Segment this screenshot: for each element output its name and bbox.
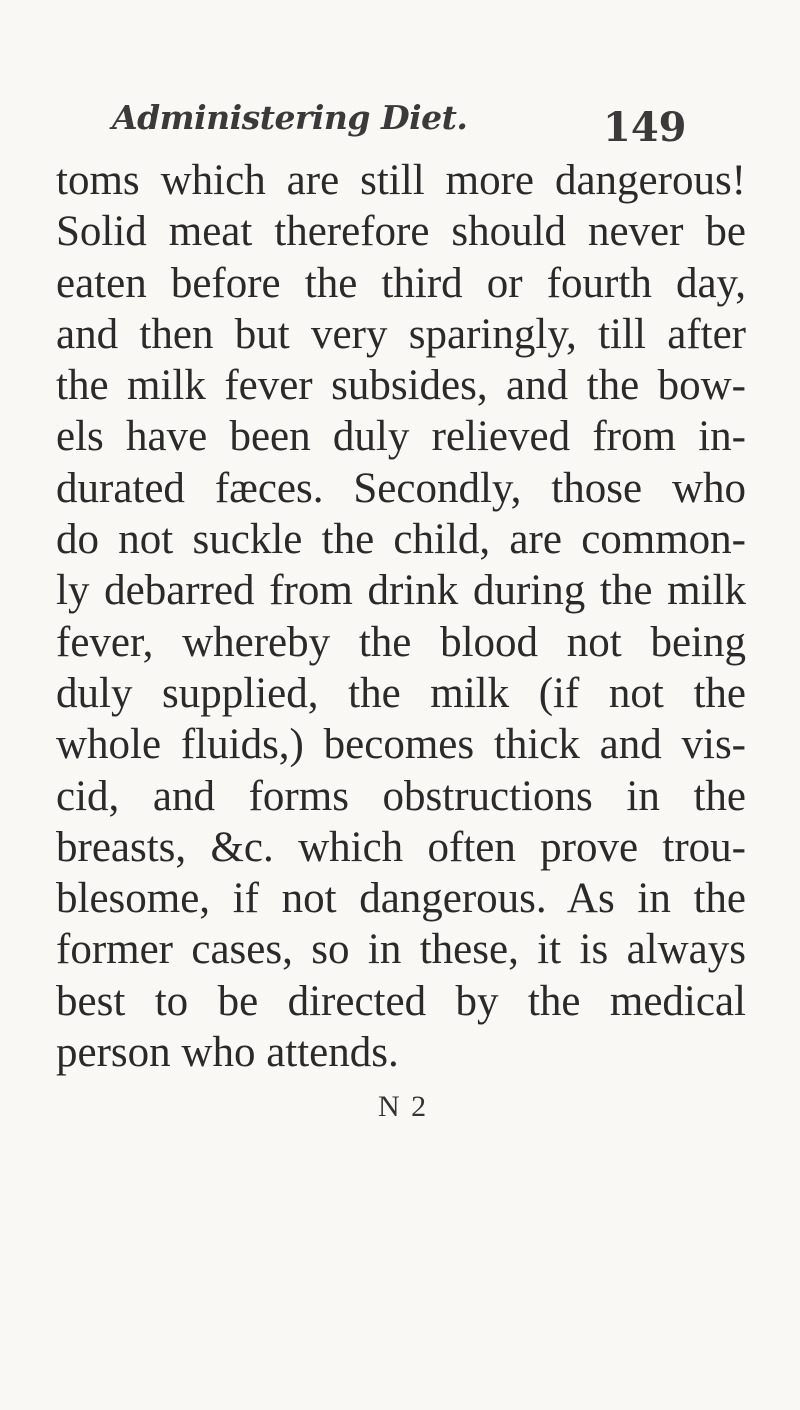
text-line: former cases, so in these, it is always: [56, 926, 746, 974]
text-line: els have been duly relieved from in-: [56, 413, 746, 461]
text-line: ly debarred from drink during the milk: [56, 567, 746, 615]
text-line: best to be directed by the medical: [56, 977, 746, 1025]
signature-mark: N 2: [378, 1090, 429, 1123]
text-line: breasts, &c. which often prove trou-: [56, 823, 746, 871]
text-line: do not suckle the child, are common-: [56, 516, 746, 564]
running-title: Administering Diet.: [112, 98, 468, 137]
text-line: Solid meat therefore should never be: [56, 208, 746, 256]
text-line: toms which are still more dangerous!: [56, 157, 746, 204]
text-line: cid, and forms obstructions in the: [56, 772, 746, 820]
text-line: person who attends.: [56, 1029, 399, 1077]
text-line: and then but very sparingly, till after: [56, 310, 746, 358]
text-line: whole fluids,) becomes thick and vis-: [56, 721, 746, 769]
text-line: blesome, if not dangerous. As in the: [56, 875, 746, 923]
running-head: [0, 92, 800, 162]
text-line: duly supplied, the milk (if not the: [56, 669, 746, 717]
body-text: [56, 155, 756, 1078]
text-line: the milk fever subsides, and the bow-: [56, 362, 746, 410]
page-number: 149: [603, 104, 687, 151]
text-line: fever, whereby the blood not being: [56, 618, 746, 666]
text-line: eaten before the third or fourth day,: [56, 259, 746, 307]
text-line: durated fæces. Secondly, those who: [56, 464, 746, 512]
